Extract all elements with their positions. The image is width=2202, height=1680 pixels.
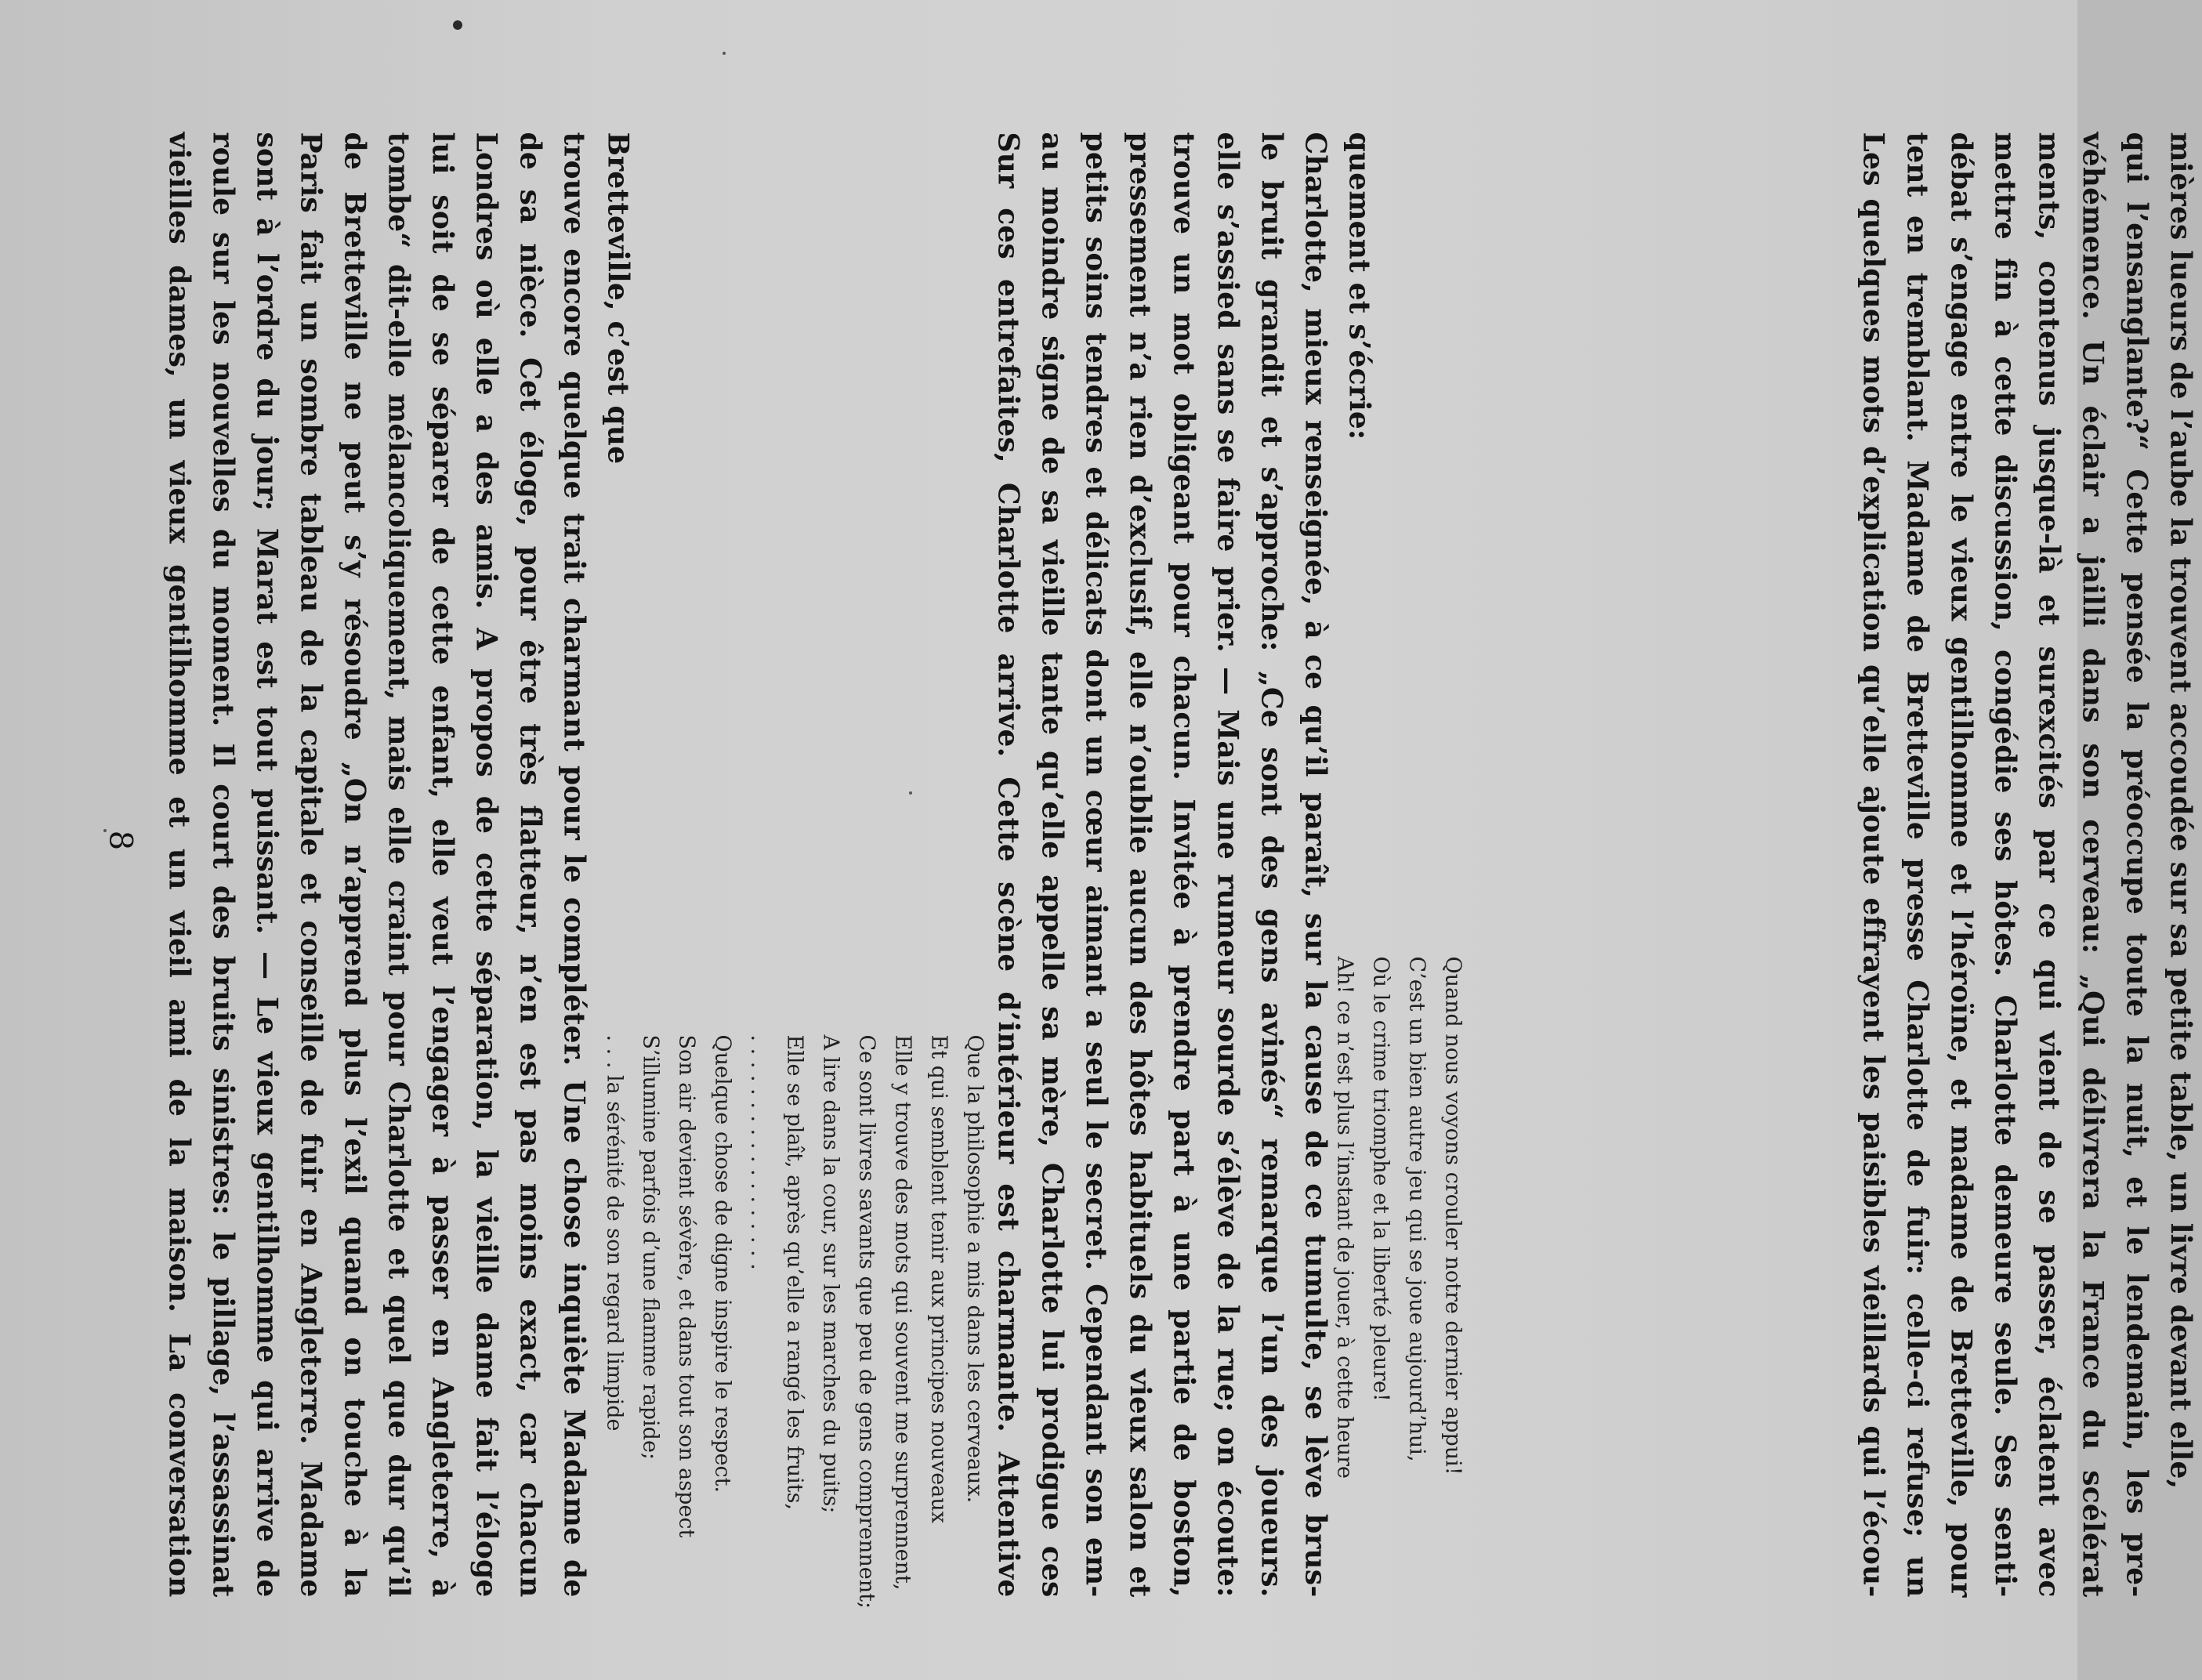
- verse-2: [1326, 956, 1470, 1478]
- text-line: tombe“ dit-elle mélancoliquement, mais elle craint pour Charlotte et quel que dur qu’il: [382, 132, 415, 1597]
- text-line: tent en tremblant. Madame de Bretteville presse Charlotte de fuir: celle-ci refuse; un: [1900, 132, 1933, 1597]
- verse-line: Que la philosophie a mis dans les cerveaux.: [962, 1034, 987, 1503]
- text-line: véhémence. Un éclair a jailli dans son cerveau: „Qui délivrera la France du scélérat: [2076, 132, 2109, 1597]
- text-line: roule sur les nouvelles du moment. Il court des bruits sinistres: le pillage, l’assassinat: [206, 132, 239, 1597]
- verse-line: Ce sont livres savants que peu de gens comprennent;: [854, 1034, 878, 1609]
- verse-line: Et qui semblent tenir aux principes nouveaux: [926, 1034, 951, 1523]
- text-line: trouve un mot obligeant pour chacun. Invitée à prendre part à une partie de boston,: [1167, 132, 1200, 1597]
- text-line: Les quelques mots d’explication qu’elle ajoute effrayent les paisibles vieillards qui l’écou-: [1856, 132, 1889, 1597]
- text-line: sont à l’ordre du jour; Marat est tout puissant. — Le vieux gentilhomme qui arrive de: [250, 132, 283, 1597]
- text-line: Bretteville, c’est que: [601, 132, 634, 464]
- text-line: quement et s’écrie:: [1342, 132, 1375, 440]
- text-line: débat s’engage entre le vieux gentilhomme et l’héroïne, et madame de Bretteville, pour: [1944, 132, 1977, 1597]
- text-line: Sur ces entrefaites, Charlotte arrive. Cette scène d’intérieur est charmante. Attentive: [991, 132, 1024, 1597]
- text-line: qui l’ensanglante?“ Cette pensée la préoccupe toute la nuit, et le lendemain, les pre-: [2120, 132, 2153, 1597]
- text-line: elle s’assied sans se faire prier. — Mais une rumeur sourde s’élève de la rue; on écoute:: [1211, 132, 1244, 1597]
- paragraph-3: [1851, 132, 2202, 1597]
- verse-line: Son air devient sévère, et dans tout son aspect: [674, 1034, 698, 1537]
- verse-1: [596, 1034, 992, 1609]
- verse-line: C’est un bien autre jeu qui se joue aujourd’hui,: [1404, 956, 1429, 1462]
- verse-line: . . . la sérénité de son regard limpide: [602, 1034, 626, 1431]
- verse-line: A lire dans la cour, sur les marches du puits;: [818, 1034, 842, 1513]
- verse-line: Où le crime triomphe et la liberté pleure!: [1368, 956, 1393, 1402]
- text-line: de sa nièce. Cet éloge, pour être très flatteur, n’en est pas moins exact, car chacun: [513, 132, 546, 1597]
- text-line: pressement n’a rien d’exclusif, elle n’oublie aucun des hôtes habituels du vieux salon et: [1123, 132, 1156, 1597]
- text-line: petits soins tendres et délicats dont un cœur aimant a seul le secret. Cependant son em-: [1079, 132, 1112, 1597]
- text-line: le bruit grandit et s’approche: „Ce sont des gens avinés“ remarque l’un des joueurs.: [1255, 132, 1288, 1597]
- verse-line: Quand nous voyons crouler notre dernier appui!: [1440, 956, 1465, 1475]
- text-line: lui soit de se séparer de cette enfant, elle veut l’engager à passer en Angleterre, à: [426, 132, 458, 1597]
- verse-line: . . . . . . . . . . . . . . . . . .: [746, 1034, 770, 1270]
- paragraph-2: [986, 132, 1381, 1597]
- text-line: Londres où elle a des amis. A propos de cette séparation, la vieille dame fait l’éloge: [469, 132, 502, 1597]
- text-line: mettre fin à cette discussion, congédie ses hôtes. Charlotte demeure seule. Ses senti-: [1988, 132, 2021, 1597]
- text-line: ments, contenus jusque-là et surexcités par ce qui vient de se passer, éclatent avec: [2032, 132, 2065, 1597]
- verse-line: Quelque chose de digne inspire le respect.: [710, 1034, 734, 1493]
- paragraph-1: [157, 132, 639, 1597]
- text-line: trouve encore quelque trait charmant pour le compléter. Une chose inquiète Madame de: [557, 132, 590, 1597]
- page-number: 8: [102, 830, 138, 850]
- text-line: Charlotte, mieux renseignée, à ce qu’il paraît, sur la cause de ce tumulte, se lève brus-: [1298, 132, 1331, 1597]
- text-line: au moindre signe de sa vieille tante qu’elle appelle sa mère, Charlotte lui prodigue ces: [1035, 132, 1068, 1597]
- verse-line: Elle se plaît, après qu’elle a rangé les fruits,: [782, 1034, 806, 1510]
- text-line: mières lueurs de l’aube la trouvent accoudée sur sa petite table, un livre devant elle,: [2164, 132, 2197, 1489]
- text-line: vieilles dames, un vieux gentilhomme et un vieil ami de la maison. La conversation: [162, 132, 195, 1597]
- verse-line: Elle y trouve des mots qui souvent me surprennent,: [890, 1034, 914, 1590]
- text-line: de Bretteville ne peut s’y résoudre „On n’apprend plus l’exil quand on touche à la: [338, 132, 371, 1597]
- verse-line: Ah! ce n’est plus l’instant de jouer, à cette heure: [1332, 956, 1356, 1479]
- verse-line: S’illumine parfois d’une flamme rapide;: [638, 1034, 662, 1460]
- text-line: Paris fait un sombre tableau de la capitale et conseille de fuir en Angleterre. Madame: [294, 132, 327, 1597]
